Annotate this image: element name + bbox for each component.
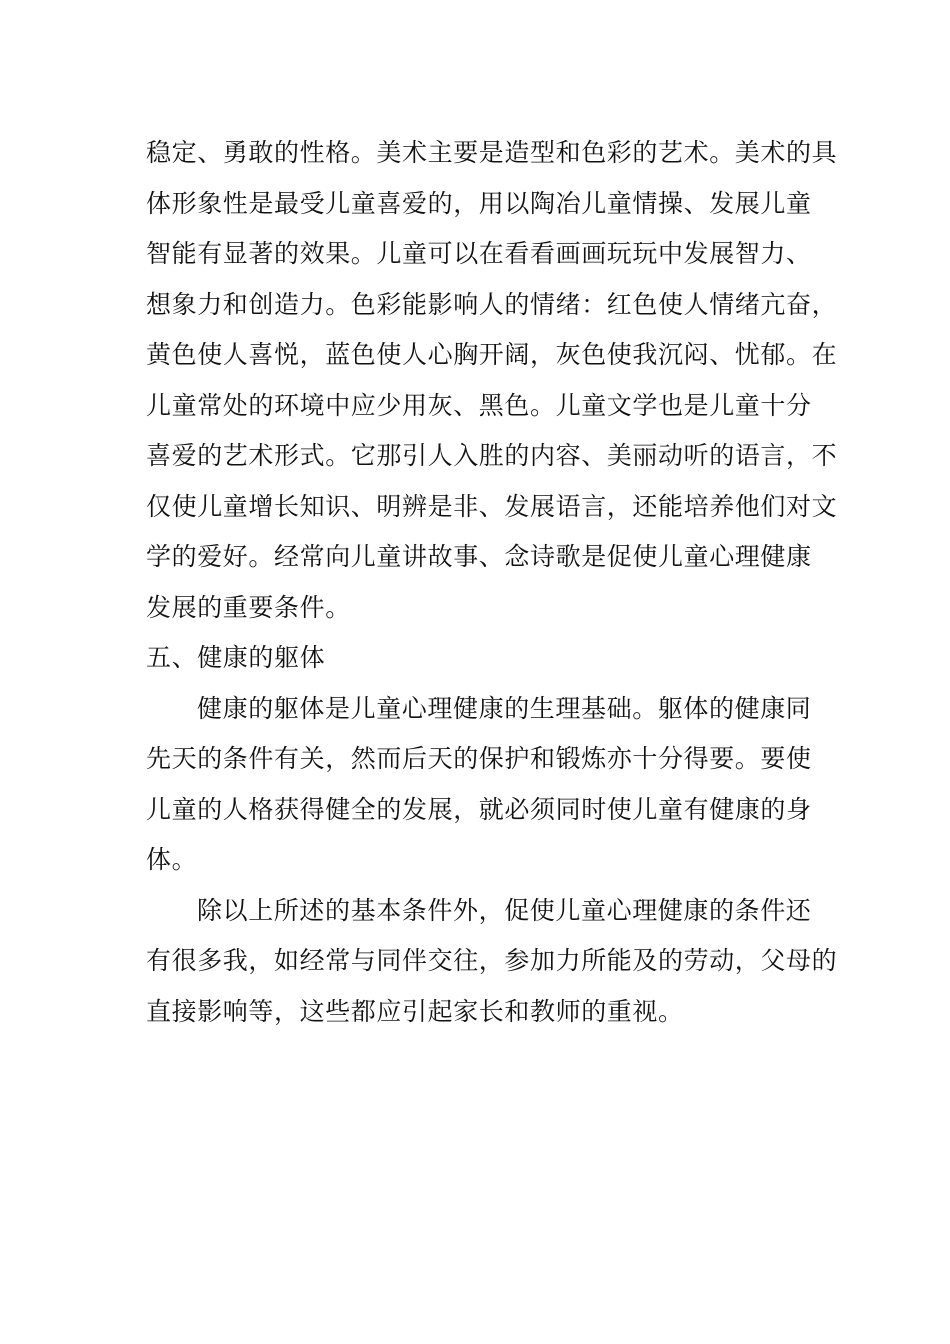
section-heading: 五、健康的躯体 xyxy=(146,643,326,672)
text-line: 有很多我，如经常与同伴交往，参加力所能及的劳动，父母的 xyxy=(146,946,838,975)
text-line: 体形象性是最受儿童喜爱的，用以陶冶儿童情操、发展儿童 xyxy=(146,188,812,218)
text-line: 发展的重要条件。 xyxy=(146,592,351,622)
text-line: 学的爱好。经常向儿童讲故事、念诗歌是促使儿童心理健康 xyxy=(146,542,812,571)
text-line: 儿童常处的环境中应少用灰、黑色。儿童文学也是儿童十分 xyxy=(146,390,812,420)
text-line: 想象力和创造力。色彩能影响人的情绪：红色使人情绪亢奋， xyxy=(146,289,838,319)
document-page xyxy=(146,128,838,1037)
text-line: 直接影响等，这些都应引起家长和教师的重视。 xyxy=(146,996,684,1026)
text-line: 体。 xyxy=(146,845,198,874)
text-line: 儿童的人格获得健全的发展，就必须同时使儿童有健康的身 xyxy=(146,794,812,824)
text-line: 先天的条件有关，然而后天的保护和锻炼亦十分得要。要使 xyxy=(146,744,812,773)
paragraph-healthy-body xyxy=(146,684,812,886)
text-line: 健康的躯体是儿童心理健康的生理基础。躯体的健康同 xyxy=(197,693,812,723)
text-line: 智能有显著的效果。儿童可以在看看画画玩玩中发展智力、 xyxy=(146,239,812,268)
text-line: 除以上所述的基本条件外，促使儿童心理健康的条件还 xyxy=(197,895,812,925)
text-line: 仅使儿童增长知识、明辨是非、发展语言，还能培养他们对文 xyxy=(146,491,838,521)
text-line: 喜爱的艺术形式。它那引人入胜的内容、美丽动听的语言，不 xyxy=(146,441,838,470)
paragraph-other-conditions xyxy=(146,886,838,1038)
text-line: 黄色使人喜悦，蓝色使人心胸开阔，灰色使我沉闷、忧郁。在 xyxy=(146,340,838,369)
paragraph-arts xyxy=(146,128,838,633)
text-line: 稳定、勇敢的性格。美术主要是造型和色彩的艺术。美术的具 xyxy=(146,138,838,167)
